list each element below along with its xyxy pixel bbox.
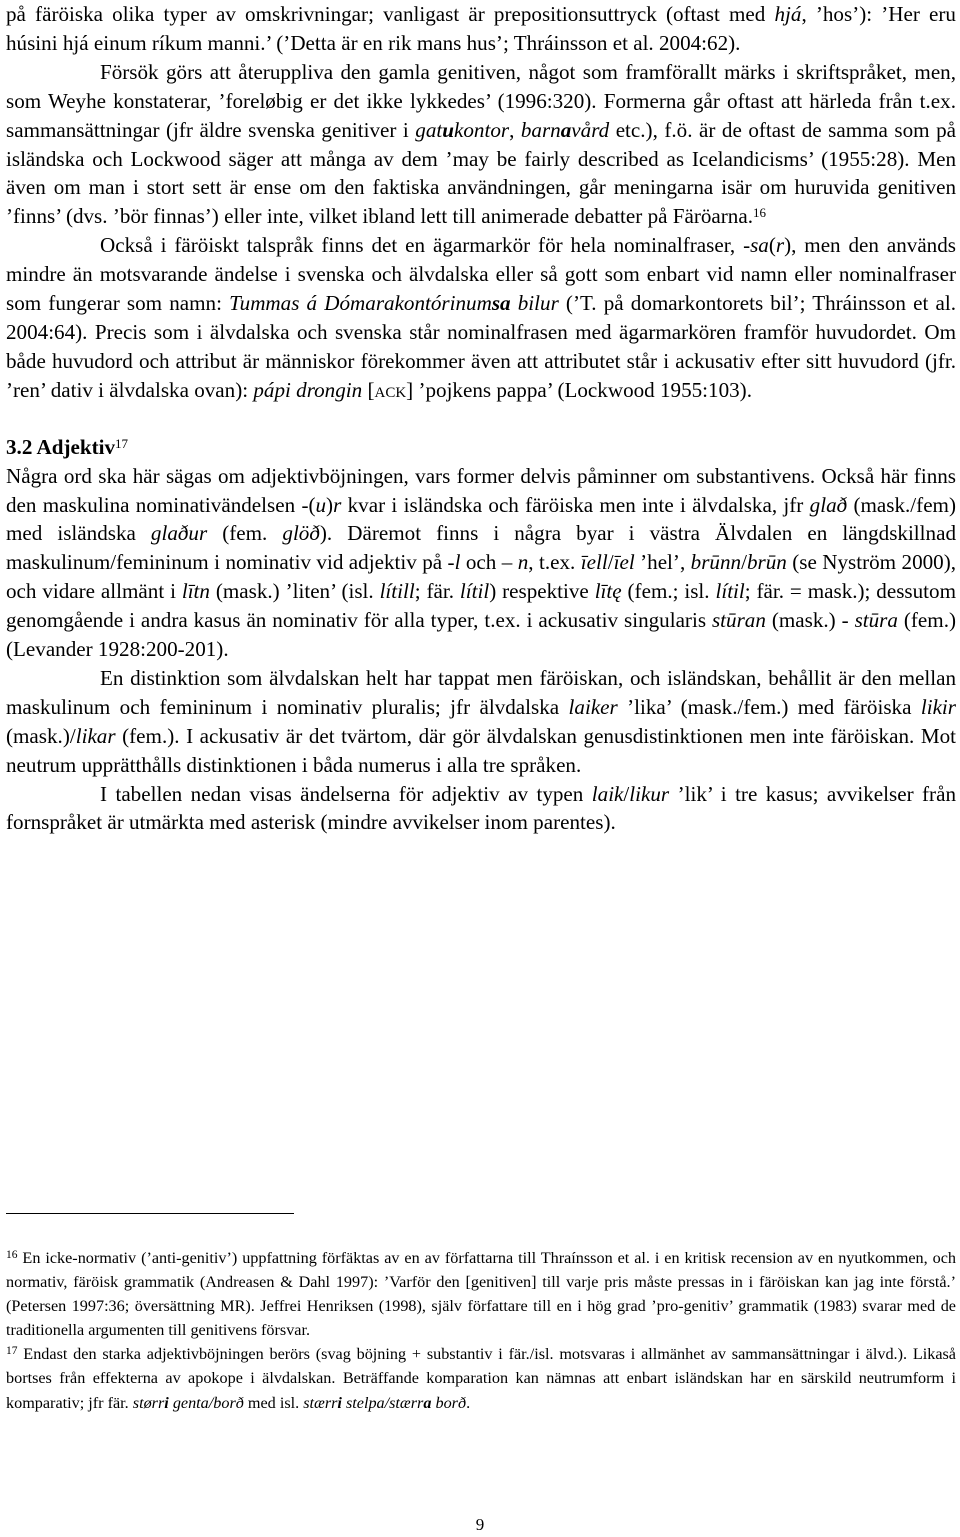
section-heading: 3.2 Adjektiv$^{17}$ xyxy=(6,434,128,459)
paragraph-3: Också i färöiskt talspråk finns det en ägarmarkör för hela nominalfraser, -sa(r), men den används mindre än motsvarande ändelse i svenska och älvdalska eller så gott som enbart vid namn eller nominalfraser som fungerar som namn: Tummas á Dómarakontórinumsa bilur (’T. på domarkontorets bil’; Thráinsson et al. 2004:64). Precis som i älvdalska och svenska står nominalfrasen med ägarmarkören framför huvudordet. Om både huvudord och attribut är människor förekommer även att attributet står i ackusativ efter sitt huvudord (jfr. ’ren’ dativ i älvdalska ovan): pápi drongin [ack] ’pojkens pappa’ (Lockwood 1955:103). xyxy=(6,233,956,402)
footnote-ref-16[interactable]: 16 xyxy=(753,205,766,221)
footnote-separator xyxy=(6,1213,294,1214)
footnotes xyxy=(6,1246,956,1415)
paragraph-6: I tabellen nedan visas ändelserna för adjektiv av typen laik/likur ’lik’ i tre kasus; avvikelser från fornspråket är utmärkta med asterisk (mindre avvikelser inom parentes). xyxy=(6,781,956,835)
footnote-ref-17[interactable]: 17 xyxy=(115,435,128,451)
paragraph-1: på färöiska olika typer av omskrivningar; vanligast är prepositionsuttryck (oftast med hjá, ’hos’): ’Her eru húsini hjá einum ríkum manni.’ (’Detta är en rik mans hus’; Thráinsson et al. 2004:62). xyxy=(6,2,956,55)
paragraph-5: En distinktion som älvdalskan helt har tappat men färöiskan, och isländskan, behållit är den mellan maskulinum och femininum i nominativ pluralis; jfr älvdalska laiker ’lika’ (mask./fem.) med färöiska likir (mask.)/likar (fem.). I ackusativ är det tvärtom, där gör älvdalskan genusdistinktionen men inte färöiskan. Mot neutrum upprätthålls distinktionen i båda numerus i alla tre språken. xyxy=(6,665,956,777)
body-text xyxy=(6,0,956,837)
footnote-16: $^{16}$ En icke-normativ (’anti-genitiv’) uppfattning förfäktas av en av författarna till Thraínsson et al. i en kritisk recension av en nyutkommen, och normativ, färöisk grammatik (Andreasen & Dahl 1997): ’Varför den [genitiven] till varje pris måste pressas in i färöiskan kan jag inte förstå.’ (Petersen 1997:36; översättning MR). Jeffrei Henriksen (1998), själv författare till en i hög grad ’pro-genitiv’ grammatik (1983) svarar med de traditionella argumenten till genitivens försvar. xyxy=(6,1249,956,1340)
paragraph-2: Försök görs att återuppliva den gamla genitiven, något som framförallt märks i skriftspråket, men, som Weyhe konstaterar, ’foreløbig er det ikke lykkedes’ (1996:320). Formerna går oftast att härleda från t.ex. sammansättningar (jfr äldre svenska genitiver i gatukontor, barnavård etc.), f.ö. är de oftast de samma som på isländska och Lockwood säger att många av dem ’may be fairly described as Icelandicisms’ (1955:28). Men även om man i stort sett är ense om den faktiska användningen, går meningarna isär om huruvida genitiven ’finns’ (dvs. ’bör finnas’) eller inte, vilket ibland lett till animerade debatter på Färöarna.$^{16}$ xyxy=(6,59,956,229)
page-number: 9 xyxy=(475,1515,485,1534)
paragraph-4: Några ord ska här sägas om adjektivböjningen, vars former delvis påminner om substantivens. Också här finns den maskulina nominativändelsen -(u)r kvar i isländska och färöiska men inte i älvdalska, jfr glað (mask./fem) med isländska glaður (fem. glöð). Däremot finns i några byar i västra Älvdalen en längdskillnad maskulinum/femininum i nominativ vid adjektiv på -l och – n, t.ex. īell/īel ’hel’, brūnn/brūn (se Nyström 2000), och vidare allmänt i lītn (mask.) ’liten’ (isl. lítill; fär. lítil) respektive lītę (fem.; isl. lítil; fär. = mask.); dessutom genomgående i andra kasus än nominativ för alla typer, t.ex. i ackusativ singularis stūran (mask.) - stūra (fem.) (Levander 1928:200-201). xyxy=(6,463,957,662)
footnote-17: $^{17}$ Endast den starka adjektivböjningen berörs (svag böjning + substantiv i fär./isl. motsvaras i allmänhet av sammansättningar i älvd.). Likaså bortses från effekterna av apokope i älvdalskan. Beträffande komparation kan nämnas att enbart isländskan har en särskild neutrumform i komparativ; jfr fär. størri genta/borð med isl. stærri stelpa/stærra borð. xyxy=(6,1345,956,1412)
document-page xyxy=(6,0,956,837)
